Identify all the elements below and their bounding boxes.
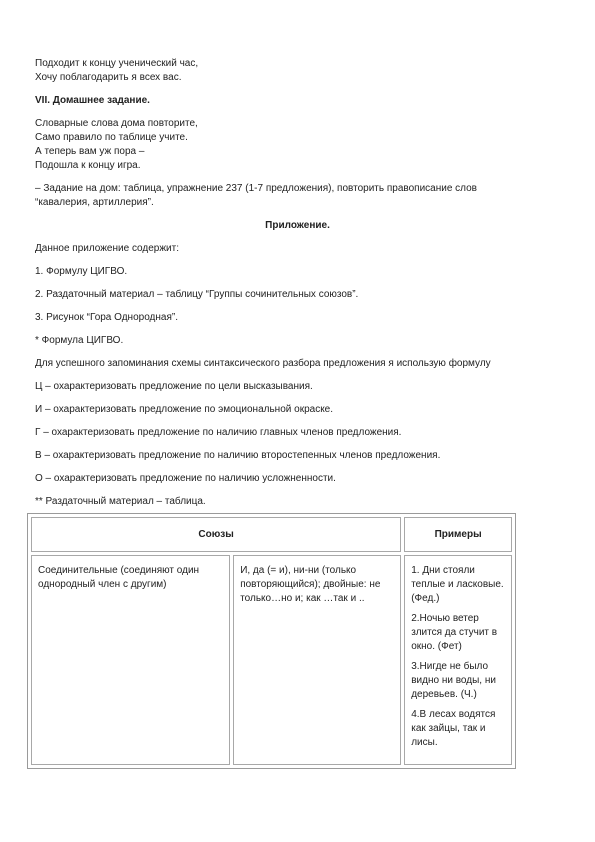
poem-line: Словарные слова дома повторите, (35, 118, 198, 129)
union-type-cell: Соединительные (соединяют один однородный член с другим) (31, 555, 230, 765)
poem-line: Подходит к концу ученический час, (35, 58, 199, 69)
formula-line: И – охарактеризовать предложение по эмоциональной окраске. (35, 404, 334, 415)
section-heading: VII. Домашнее задание. (35, 95, 150, 106)
formula-intro: Для успешного запоминания схемы синтаксического разбора предложения я использую формулу (35, 358, 491, 369)
examples-cell (404, 555, 512, 765)
formula-heading: * Формула ЦИГВО. (35, 335, 124, 346)
document-body (35, 57, 560, 509)
appendix-item: 3. Рисунок “Гора Однородная”. (35, 312, 178, 323)
example-item: 3.Нигде не было видно ни воды, ни деревьев. (Ч.) (411, 661, 496, 700)
appendix-intro: Данное приложение содержит: (35, 243, 179, 254)
poem-line: А теперь вам уж пора – (35, 146, 145, 157)
header-unions: Союзы (31, 517, 401, 552)
appendix-title: Приложение. (265, 220, 330, 231)
handout-heading: ** Раздаточный материал – таблица. (35, 496, 206, 507)
formula-line: Ц – охарактеризовать предложение по цели высказывания. (35, 381, 313, 392)
poem-line: Само правило по таблице учите. (35, 132, 188, 143)
poem-line: Подошла к концу игра. (35, 160, 141, 171)
formula-line: Г – охарактеризовать предложение по наличию главных членов предложения. (35, 427, 402, 438)
example-item: 2.Ночью ветер злится да стучит в окно. (Фет) (411, 613, 498, 652)
formula-line: В – охарактеризовать предложение по наличию второстепенных членов предложения. (35, 450, 441, 461)
union-list-cell: И, да (= и), ни-ни (только повторяющийся); двойные: не только…но и; как …так и .. (233, 555, 401, 765)
header-examples: Примеры (404, 517, 512, 552)
poem-line: Хочу поблагодарить я всех вас. (35, 72, 182, 83)
table-header-row (31, 517, 512, 552)
table-row (31, 555, 512, 765)
unions-table (27, 513, 516, 769)
formula-line: О – охарактеризовать предложение по наличию усложненности. (35, 473, 336, 484)
appendix-item: 1. Формулу ЦИГВО. (35, 266, 128, 277)
example-item: 4.В лесах водятся как зайцы, так и лисы. (411, 709, 496, 748)
example-item: 1. Дни стояли теплые и ласковые. (Фед.) (411, 565, 504, 604)
homework-line: “кавалерия, артиллерия”. (35, 197, 154, 208)
appendix-item: 2. Раздаточный материал – таблицу “Группы сочинительных союзов”. (35, 289, 359, 300)
homework-line: – Задание на дом: таблица, упражнение 237 (1-7 предложения), повторить правописание слов (35, 183, 477, 194)
